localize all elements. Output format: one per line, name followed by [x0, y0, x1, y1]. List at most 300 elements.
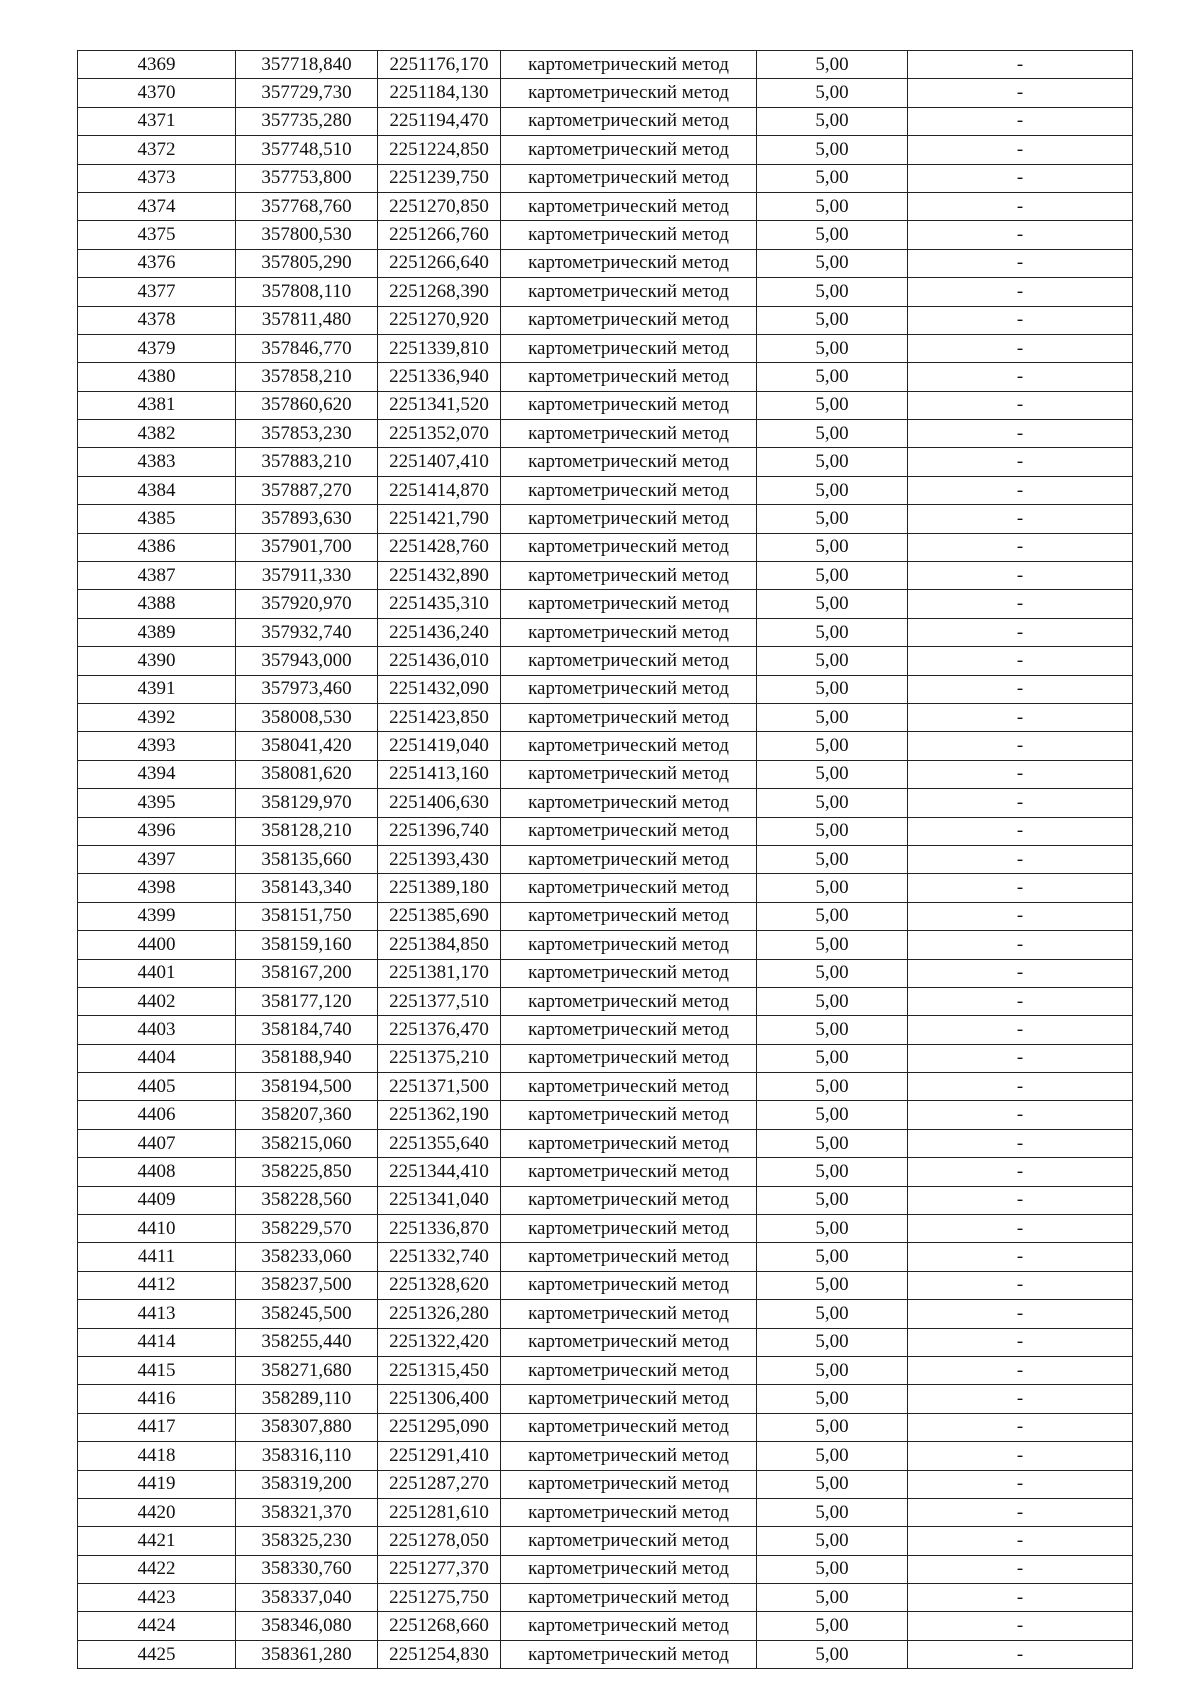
- point-number-cell: 4380: [78, 363, 236, 391]
- x-coordinate-cell: 358228,560: [236, 1186, 378, 1214]
- method-cell: картометрический метод: [501, 1243, 757, 1271]
- y-coordinate-cell: 2251419,040: [378, 732, 501, 760]
- note-cell: -: [908, 1413, 1133, 1441]
- y-coordinate-cell: 2251254,830: [378, 1640, 501, 1668]
- table-row: [78, 1243, 1133, 1271]
- point-number-cell: 4379: [78, 334, 236, 362]
- method-cell: картометрический метод: [501, 1044, 757, 1072]
- y-coordinate-cell: 2251278,050: [378, 1527, 501, 1555]
- y-coordinate-cell: 2251239,750: [378, 164, 501, 192]
- table-row: [78, 448, 1133, 476]
- accuracy-cell: 5,00: [757, 476, 908, 504]
- accuracy-cell: 5,00: [757, 448, 908, 476]
- y-coordinate-cell: 2251332,740: [378, 1243, 501, 1271]
- method-cell: картометрический метод: [501, 1584, 757, 1612]
- accuracy-cell: 5,00: [757, 1243, 908, 1271]
- accuracy-cell: 5,00: [757, 1300, 908, 1328]
- accuracy-cell: 5,00: [757, 306, 908, 334]
- y-coordinate-cell: 2251432,090: [378, 675, 501, 703]
- point-number-cell: 4421: [78, 1527, 236, 1555]
- accuracy-cell: 5,00: [757, 164, 908, 192]
- table-row: [78, 959, 1133, 987]
- y-coordinate-cell: 2251375,210: [378, 1044, 501, 1072]
- x-coordinate-cell: 358271,680: [236, 1356, 378, 1384]
- accuracy-cell: 5,00: [757, 1158, 908, 1186]
- accuracy-cell: 5,00: [757, 902, 908, 930]
- table-row: [78, 1413, 1133, 1441]
- table-row: [78, 79, 1133, 107]
- table-row: [78, 278, 1133, 306]
- x-coordinate-cell: 358207,360: [236, 1101, 378, 1129]
- accuracy-cell: 5,00: [757, 1356, 908, 1384]
- point-number-cell: 4389: [78, 618, 236, 646]
- table-row: [78, 249, 1133, 277]
- accuracy-cell: 5,00: [757, 334, 908, 362]
- x-coordinate-cell: 358321,370: [236, 1498, 378, 1526]
- x-coordinate-cell: 358135,660: [236, 845, 378, 873]
- method-cell: картометрический метод: [501, 278, 757, 306]
- method-cell: картометрический метод: [501, 1300, 757, 1328]
- method-cell: картометрический метод: [501, 931, 757, 959]
- point-number-cell: 4403: [78, 1016, 236, 1044]
- point-number-cell: 4369: [78, 51, 236, 79]
- note-cell: -: [908, 618, 1133, 646]
- table-row: [78, 192, 1133, 220]
- point-number-cell: 4390: [78, 647, 236, 675]
- method-cell: картометрический метод: [501, 1612, 757, 1640]
- y-coordinate-cell: 2251396,740: [378, 817, 501, 845]
- x-coordinate-cell: 357901,700: [236, 533, 378, 561]
- point-number-cell: 4413: [78, 1300, 236, 1328]
- table-row: [78, 1612, 1133, 1640]
- point-number-cell: 4372: [78, 136, 236, 164]
- x-coordinate-cell: 357973,460: [236, 675, 378, 703]
- point-number-cell: 4370: [78, 79, 236, 107]
- method-cell: картометрический метод: [501, 249, 757, 277]
- x-coordinate-cell: 358129,970: [236, 789, 378, 817]
- y-coordinate-cell: 2251432,890: [378, 562, 501, 590]
- y-coordinate-cell: 2251414,870: [378, 476, 501, 504]
- method-cell: картометрический метод: [501, 732, 757, 760]
- method-cell: картометрический метод: [501, 192, 757, 220]
- point-number-cell: 4391: [78, 675, 236, 703]
- note-cell: -: [908, 1385, 1133, 1413]
- x-coordinate-cell: 357943,000: [236, 647, 378, 675]
- method-cell: картометрический метод: [501, 987, 757, 1015]
- accuracy-cell: 5,00: [757, 959, 908, 987]
- table-row: [78, 221, 1133, 249]
- y-coordinate-cell: 2251389,180: [378, 874, 501, 902]
- table-row: [78, 647, 1133, 675]
- accuracy-cell: 5,00: [757, 1442, 908, 1470]
- method-cell: картометрический метод: [501, 845, 757, 873]
- accuracy-cell: 5,00: [757, 874, 908, 902]
- note-cell: -: [908, 79, 1133, 107]
- x-coordinate-cell: 358255,440: [236, 1328, 378, 1356]
- table-row: [78, 1442, 1133, 1470]
- x-coordinate-cell: 358167,200: [236, 959, 378, 987]
- accuracy-cell: 5,00: [757, 1470, 908, 1498]
- y-coordinate-cell: 2251436,010: [378, 647, 501, 675]
- point-number-cell: 4376: [78, 249, 236, 277]
- point-number-cell: 4417: [78, 1413, 236, 1441]
- x-coordinate-cell: 358319,200: [236, 1470, 378, 1498]
- note-cell: -: [908, 1044, 1133, 1072]
- method-cell: картометрический метод: [501, 1442, 757, 1470]
- note-cell: -: [908, 1271, 1133, 1299]
- y-coordinate-cell: 2251406,630: [378, 789, 501, 817]
- table-row: [78, 1186, 1133, 1214]
- method-cell: картометрический метод: [501, 789, 757, 817]
- method-cell: картометрический метод: [501, 1640, 757, 1668]
- note-cell: -: [908, 1243, 1133, 1271]
- x-coordinate-cell: 357800,530: [236, 221, 378, 249]
- x-coordinate-cell: 357735,280: [236, 107, 378, 135]
- note-cell: -: [908, 874, 1133, 902]
- note-cell: -: [908, 448, 1133, 476]
- table-row: [78, 1640, 1133, 1668]
- x-coordinate-cell: 358194,500: [236, 1073, 378, 1101]
- note-cell: -: [908, 221, 1133, 249]
- method-cell: картометрический метод: [501, 1328, 757, 1356]
- table-row: [78, 562, 1133, 590]
- y-coordinate-cell: 2251407,410: [378, 448, 501, 476]
- method-cell: картометрический метод: [501, 1498, 757, 1526]
- y-coordinate-cell: 2251270,850: [378, 192, 501, 220]
- note-cell: -: [908, 789, 1133, 817]
- point-number-cell: 4406: [78, 1101, 236, 1129]
- note-cell: -: [908, 675, 1133, 703]
- accuracy-cell: 5,00: [757, 1413, 908, 1441]
- point-number-cell: 4373: [78, 164, 236, 192]
- table-row: [78, 1271, 1133, 1299]
- method-cell: картометрический метод: [501, 363, 757, 391]
- method-cell: картометрический метод: [501, 647, 757, 675]
- table-row: [78, 1498, 1133, 1526]
- point-number-cell: 4386: [78, 533, 236, 561]
- table-row: [78, 164, 1133, 192]
- table-row: [78, 675, 1133, 703]
- accuracy-cell: 5,00: [757, 618, 908, 646]
- note-cell: -: [908, 533, 1133, 561]
- accuracy-cell: 5,00: [757, 107, 908, 135]
- x-coordinate-cell: 358233,060: [236, 1243, 378, 1271]
- point-number-cell: 4425: [78, 1640, 236, 1668]
- method-cell: картометрический метод: [501, 1413, 757, 1441]
- y-coordinate-cell: 2251277,370: [378, 1555, 501, 1583]
- table-row: [78, 391, 1133, 419]
- table-row: [78, 817, 1133, 845]
- x-coordinate-cell: 358245,500: [236, 1300, 378, 1328]
- accuracy-cell: 5,00: [757, 1584, 908, 1612]
- x-coordinate-cell: 357753,800: [236, 164, 378, 192]
- accuracy-cell: 5,00: [757, 1612, 908, 1640]
- x-coordinate-cell: 358143,340: [236, 874, 378, 902]
- note-cell: -: [908, 192, 1133, 220]
- method-cell: картометрический метод: [501, 703, 757, 731]
- method-cell: картометрический метод: [501, 1158, 757, 1186]
- point-number-cell: 4410: [78, 1215, 236, 1243]
- method-cell: картометрический метод: [501, 874, 757, 902]
- point-number-cell: 4418: [78, 1442, 236, 1470]
- y-coordinate-cell: 2251371,500: [378, 1073, 501, 1101]
- note-cell: -: [908, 1129, 1133, 1157]
- table-row: [78, 1527, 1133, 1555]
- table-row: [78, 505, 1133, 533]
- accuracy-cell: 5,00: [757, 590, 908, 618]
- note-cell: -: [908, 306, 1133, 334]
- accuracy-cell: 5,00: [757, 987, 908, 1015]
- y-coordinate-cell: 2251326,280: [378, 1300, 501, 1328]
- method-cell: картометрический метод: [501, 1527, 757, 1555]
- point-number-cell: 4383: [78, 448, 236, 476]
- method-cell: картометрический метод: [501, 1129, 757, 1157]
- y-coordinate-cell: 2251377,510: [378, 987, 501, 1015]
- x-coordinate-cell: 357883,210: [236, 448, 378, 476]
- method-cell: картометрический метод: [501, 618, 757, 646]
- note-cell: -: [908, 420, 1133, 448]
- accuracy-cell: 5,00: [757, 505, 908, 533]
- point-number-cell: 4382: [78, 420, 236, 448]
- table-row: [78, 476, 1133, 504]
- point-number-cell: 4404: [78, 1044, 236, 1072]
- method-cell: картометрический метод: [501, 1555, 757, 1583]
- y-coordinate-cell: 2251385,690: [378, 902, 501, 930]
- method-cell: картометрический метод: [501, 420, 757, 448]
- table-row: [78, 845, 1133, 873]
- y-coordinate-cell: 2251328,620: [378, 1271, 501, 1299]
- accuracy-cell: 5,00: [757, 931, 908, 959]
- note-cell: -: [908, 1442, 1133, 1470]
- method-cell: картометрический метод: [501, 1356, 757, 1384]
- y-coordinate-cell: 2251428,760: [378, 533, 501, 561]
- point-number-cell: 4405: [78, 1073, 236, 1101]
- x-coordinate-cell: 358229,570: [236, 1215, 378, 1243]
- x-coordinate-cell: 358225,850: [236, 1158, 378, 1186]
- note-cell: -: [908, 1527, 1133, 1555]
- table-row: [78, 618, 1133, 646]
- method-cell: картометрический метод: [501, 334, 757, 362]
- point-number-cell: 4393: [78, 732, 236, 760]
- x-coordinate-cell: 358307,880: [236, 1413, 378, 1441]
- table-row: [78, 1129, 1133, 1157]
- accuracy-cell: 5,00: [757, 1186, 908, 1214]
- note-cell: -: [908, 334, 1133, 362]
- x-coordinate-cell: 358337,040: [236, 1584, 378, 1612]
- y-coordinate-cell: 2251322,420: [378, 1328, 501, 1356]
- table-row: [78, 334, 1133, 362]
- point-number-cell: 4385: [78, 505, 236, 533]
- point-number-cell: 4424: [78, 1612, 236, 1640]
- method-cell: картометрический метод: [501, 590, 757, 618]
- coordinates-table: [77, 50, 1133, 1669]
- note-cell: -: [908, 590, 1133, 618]
- y-coordinate-cell: 2251291,410: [378, 1442, 501, 1470]
- point-number-cell: 4423: [78, 1584, 236, 1612]
- x-coordinate-cell: 357718,840: [236, 51, 378, 79]
- accuracy-cell: 5,00: [757, 1101, 908, 1129]
- x-coordinate-cell: 357887,270: [236, 476, 378, 504]
- note-cell: -: [908, 1555, 1133, 1583]
- method-cell: картометрический метод: [501, 1271, 757, 1299]
- x-coordinate-cell: 357920,970: [236, 590, 378, 618]
- accuracy-cell: 5,00: [757, 1328, 908, 1356]
- y-coordinate-cell: 2251341,520: [378, 391, 501, 419]
- method-cell: картометрический метод: [501, 817, 757, 845]
- table-row: [78, 1300, 1133, 1328]
- y-coordinate-cell: 2251224,850: [378, 136, 501, 164]
- point-number-cell: 4407: [78, 1129, 236, 1157]
- method-cell: картометрический метод: [501, 562, 757, 590]
- table-row: [78, 420, 1133, 448]
- method-cell: картометрический метод: [501, 902, 757, 930]
- x-coordinate-cell: 357768,760: [236, 192, 378, 220]
- method-cell: картометрический метод: [501, 136, 757, 164]
- accuracy-cell: 5,00: [757, 192, 908, 220]
- point-number-cell: 4394: [78, 760, 236, 788]
- note-cell: -: [908, 107, 1133, 135]
- method-cell: картометрический метод: [501, 1215, 757, 1243]
- x-coordinate-cell: 357846,770: [236, 334, 378, 362]
- x-coordinate-cell: 358188,940: [236, 1044, 378, 1072]
- table-row: [78, 51, 1133, 79]
- table-row: [78, 306, 1133, 334]
- method-cell: картометрический метод: [501, 221, 757, 249]
- table-row: [78, 703, 1133, 731]
- y-coordinate-cell: 2251381,170: [378, 959, 501, 987]
- accuracy-cell: 5,00: [757, 845, 908, 873]
- table-row: [78, 789, 1133, 817]
- point-number-cell: 4416: [78, 1385, 236, 1413]
- method-cell: картометрический метод: [501, 533, 757, 561]
- x-coordinate-cell: 357729,730: [236, 79, 378, 107]
- accuracy-cell: 5,00: [757, 703, 908, 731]
- method-cell: картометрический метод: [501, 760, 757, 788]
- table-row: [78, 1328, 1133, 1356]
- note-cell: -: [908, 902, 1133, 930]
- y-coordinate-cell: 2251344,410: [378, 1158, 501, 1186]
- x-coordinate-cell: 357911,330: [236, 562, 378, 590]
- point-number-cell: 4400: [78, 931, 236, 959]
- x-coordinate-cell: 357748,510: [236, 136, 378, 164]
- note-cell: -: [908, 562, 1133, 590]
- point-number-cell: 4388: [78, 590, 236, 618]
- accuracy-cell: 5,00: [757, 221, 908, 249]
- note-cell: -: [908, 647, 1133, 675]
- table-row: [78, 533, 1133, 561]
- note-cell: -: [908, 1073, 1133, 1101]
- y-coordinate-cell: 2251176,170: [378, 51, 501, 79]
- accuracy-cell: 5,00: [757, 1129, 908, 1157]
- y-coordinate-cell: 2251384,850: [378, 931, 501, 959]
- point-number-cell: 4398: [78, 874, 236, 902]
- method-cell: картометрический метод: [501, 79, 757, 107]
- note-cell: -: [908, 505, 1133, 533]
- table-row: [78, 931, 1133, 959]
- method-cell: картометрический метод: [501, 1186, 757, 1214]
- y-coordinate-cell: 2251315,450: [378, 1356, 501, 1384]
- y-coordinate-cell: 2251341,040: [378, 1186, 501, 1214]
- accuracy-cell: 5,00: [757, 562, 908, 590]
- method-cell: картометрический метод: [501, 107, 757, 135]
- note-cell: -: [908, 1328, 1133, 1356]
- point-number-cell: 4409: [78, 1186, 236, 1214]
- note-cell: -: [908, 363, 1133, 391]
- table-row: [78, 1555, 1133, 1583]
- y-coordinate-cell: 2251281,610: [378, 1498, 501, 1526]
- accuracy-cell: 5,00: [757, 136, 908, 164]
- point-number-cell: 4375: [78, 221, 236, 249]
- x-coordinate-cell: 358128,210: [236, 817, 378, 845]
- accuracy-cell: 5,00: [757, 1215, 908, 1243]
- point-number-cell: 4412: [78, 1271, 236, 1299]
- y-coordinate-cell: 2251421,790: [378, 505, 501, 533]
- note-cell: -: [908, 1101, 1133, 1129]
- accuracy-cell: 5,00: [757, 1640, 908, 1668]
- note-cell: -: [908, 1356, 1133, 1384]
- method-cell: картометрический метод: [501, 1101, 757, 1129]
- y-coordinate-cell: 2251352,070: [378, 420, 501, 448]
- x-coordinate-cell: 357893,630: [236, 505, 378, 533]
- note-cell: -: [908, 1584, 1133, 1612]
- method-cell: картометрический метод: [501, 306, 757, 334]
- table-row: [78, 732, 1133, 760]
- accuracy-cell: 5,00: [757, 789, 908, 817]
- note-cell: -: [908, 703, 1133, 731]
- point-number-cell: 4396: [78, 817, 236, 845]
- y-coordinate-cell: 2251436,240: [378, 618, 501, 646]
- method-cell: картометрический метод: [501, 476, 757, 504]
- point-number-cell: 4395: [78, 789, 236, 817]
- x-coordinate-cell: 358346,080: [236, 1612, 378, 1640]
- accuracy-cell: 5,00: [757, 1016, 908, 1044]
- y-coordinate-cell: 2251266,760: [378, 221, 501, 249]
- table-body: [78, 51, 1133, 1669]
- y-coordinate-cell: 2251306,400: [378, 1385, 501, 1413]
- x-coordinate-cell: 357853,230: [236, 420, 378, 448]
- y-coordinate-cell: 2251336,870: [378, 1215, 501, 1243]
- method-cell: картометрический метод: [501, 391, 757, 419]
- point-number-cell: 4387: [78, 562, 236, 590]
- point-number-cell: 4411: [78, 1243, 236, 1271]
- x-coordinate-cell: 358325,230: [236, 1527, 378, 1555]
- point-number-cell: 4408: [78, 1158, 236, 1186]
- method-cell: картометрический метод: [501, 448, 757, 476]
- note-cell: -: [908, 1640, 1133, 1668]
- note-cell: -: [908, 1470, 1133, 1498]
- table-row: [78, 107, 1133, 135]
- x-coordinate-cell: 357860,620: [236, 391, 378, 419]
- table-row: [78, 1584, 1133, 1612]
- method-cell: картометрический метод: [501, 959, 757, 987]
- note-cell: -: [908, 1612, 1133, 1640]
- method-cell: картометрический метод: [501, 51, 757, 79]
- x-coordinate-cell: 358177,120: [236, 987, 378, 1015]
- table-row: [78, 1385, 1133, 1413]
- accuracy-cell: 5,00: [757, 675, 908, 703]
- method-cell: картометрический метод: [501, 164, 757, 192]
- table-row: [78, 1016, 1133, 1044]
- note-cell: -: [908, 1158, 1133, 1186]
- point-number-cell: 4401: [78, 959, 236, 987]
- accuracy-cell: 5,00: [757, 278, 908, 306]
- x-coordinate-cell: 358008,530: [236, 703, 378, 731]
- point-number-cell: 4374: [78, 192, 236, 220]
- y-coordinate-cell: 2251362,190: [378, 1101, 501, 1129]
- accuracy-cell: 5,00: [757, 1498, 908, 1526]
- y-coordinate-cell: 2251287,270: [378, 1470, 501, 1498]
- method-cell: картометрический метод: [501, 1073, 757, 1101]
